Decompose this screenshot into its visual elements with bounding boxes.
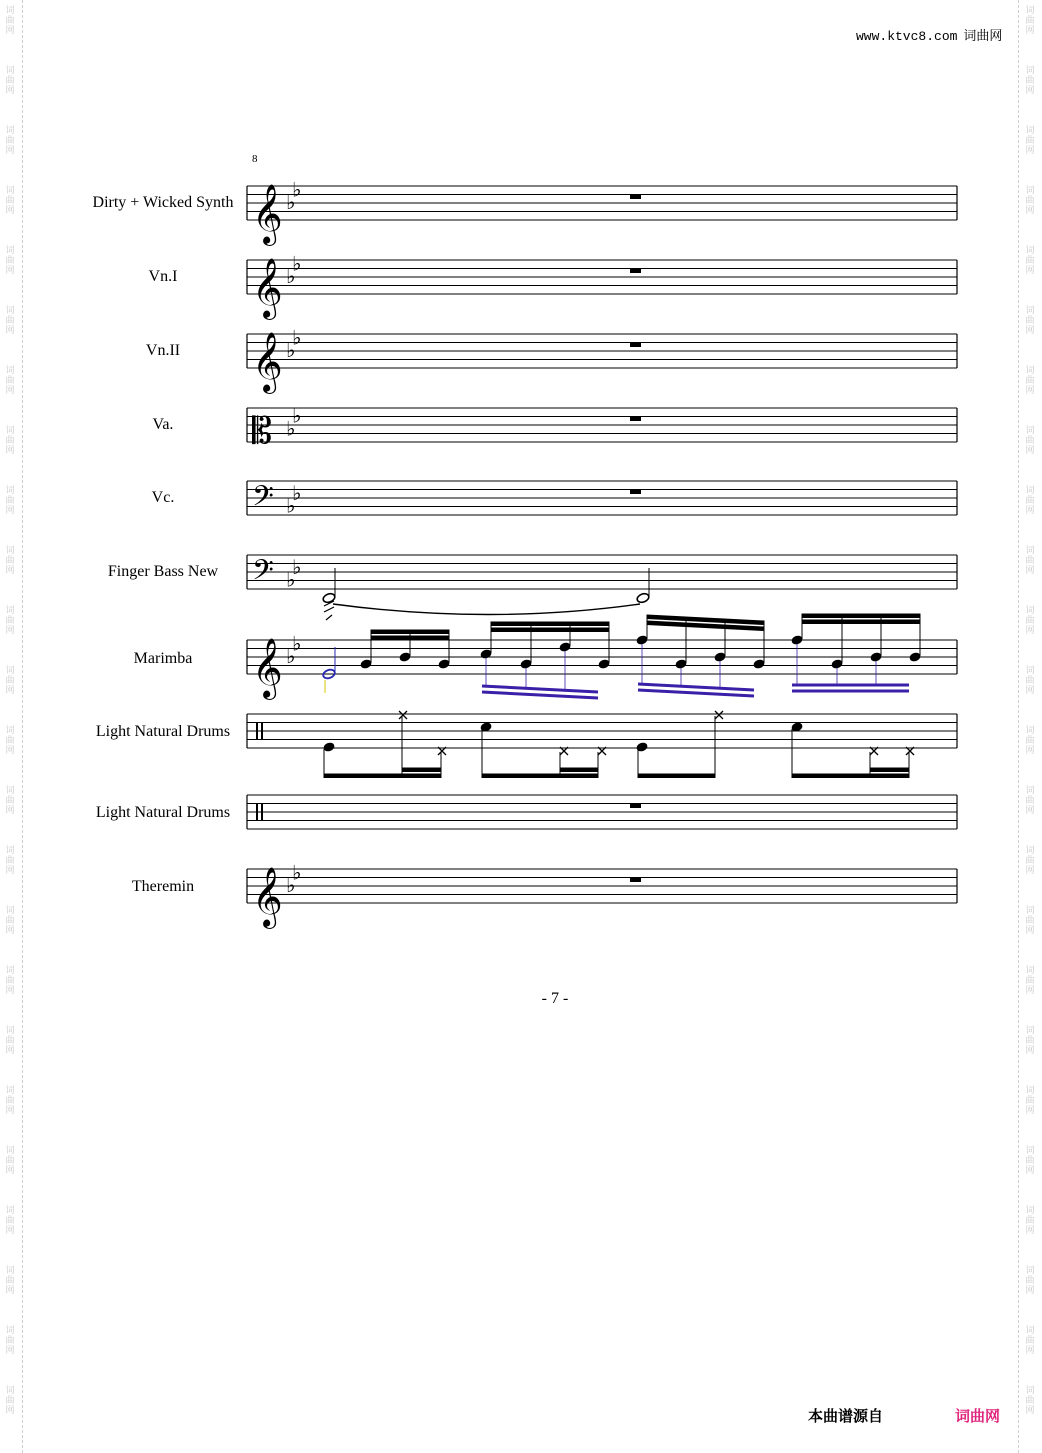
watermark-char: 词 — [1025, 186, 1035, 196]
flat-sign: ♭ — [286, 493, 296, 518]
watermark-char: 词 — [1025, 126, 1035, 136]
site-url[interactable]: www.ktvc8.com — [856, 29, 958, 44]
watermark-char: 词 — [5, 606, 15, 616]
footer-source-label: 本曲谱源自 — [808, 1407, 884, 1425]
watermark-char: 曲 — [1025, 496, 1035, 506]
watermark-char: 曲 — [1025, 1096, 1035, 1106]
watermark-char: 曲 — [5, 1396, 15, 1406]
flat-sign: ♭ — [292, 325, 302, 350]
watermark-char: 词 — [5, 426, 15, 436]
watermark-char: 词 — [1025, 546, 1035, 556]
treble-clef: 𝄞 — [252, 184, 283, 244]
watermark-char: 词 — [1025, 786, 1035, 796]
watermark-char: 词 — [1025, 1386, 1035, 1396]
watermark-char: 网 — [1025, 1046, 1035, 1056]
watermark-char: 网 — [5, 446, 15, 456]
measure-number: 8 — [252, 153, 258, 165]
watermark-char: 曲 — [5, 1096, 15, 1106]
watermark-char: 曲 — [1025, 976, 1035, 986]
watermark-char: 曲 — [5, 676, 15, 686]
flat-sign: ♭ — [292, 177, 302, 202]
watermark-char: 曲 — [1025, 16, 1035, 26]
percussion-clef — [256, 804, 258, 821]
watermark-char: 曲 — [1025, 1156, 1035, 1166]
watermark-char: 曲 — [1025, 1216, 1035, 1226]
watermark-char: 网 — [5, 1046, 15, 1056]
watermark-char: 词 — [1025, 666, 1035, 676]
whole-rest — [630, 195, 641, 200]
watermark-char: 网 — [5, 326, 15, 336]
instrument-label-viola: Va. — [152, 416, 174, 433]
watermark-char: 网 — [5, 866, 15, 876]
watermark-char: 网 — [1025, 866, 1035, 876]
watermark-char: 曲 — [5, 76, 15, 86]
watermark-char: 词 — [1025, 1266, 1035, 1276]
watermark-char: 网 — [1025, 1346, 1035, 1356]
watermark-char: 词 — [1025, 846, 1035, 856]
flat-sign: ♭ — [292, 631, 302, 656]
whole-rest — [630, 417, 641, 422]
watermark-char: 网 — [5, 86, 15, 96]
watermark-char: 词 — [5, 66, 15, 76]
finger-bass-notes — [322, 568, 650, 620]
watermark-char: 词 — [5, 126, 15, 136]
watermark-char: 网 — [5, 1106, 15, 1116]
percussion-clef — [261, 804, 263, 821]
marimba-notes — [322, 614, 921, 698]
bass-half-note — [636, 592, 650, 604]
watermark-char: 曲 — [5, 856, 15, 866]
watermark-char: 曲 — [5, 556, 15, 566]
watermark-char: 网 — [1025, 986, 1035, 996]
flat-sign: ♭ — [286, 264, 296, 288]
watermark-char: 词 — [1025, 66, 1035, 76]
watermark-char: 词 — [1025, 1086, 1035, 1096]
watermark-char: 词 — [5, 1086, 15, 1096]
watermark-char: 词 — [5, 486, 15, 496]
watermark-char: 网 — [5, 686, 15, 696]
watermark-char: 词 — [1025, 1206, 1035, 1216]
flat-sign: ♭ — [286, 190, 296, 214]
watermark-char: 曲 — [5, 1276, 15, 1286]
flat-sign: ♭ — [286, 416, 296, 441]
watermark-char: 曲 — [1025, 616, 1035, 626]
whole-rest — [630, 804, 641, 809]
watermark-char: 词 — [1025, 606, 1035, 616]
watermark-char: 曲 — [1025, 76, 1035, 86]
watermark-char: 网 — [5, 146, 15, 156]
drum-pattern — [323, 711, 914, 778]
whole-rest — [630, 269, 641, 274]
watermark-char: 曲 — [5, 1036, 15, 1046]
watermark-char: 词 — [5, 1386, 15, 1396]
watermark-char: 词 — [1025, 246, 1035, 256]
watermark-char: 网 — [5, 626, 15, 636]
watermark-char: 词 — [5, 1266, 15, 1276]
watermark-char: 网 — [5, 926, 15, 936]
watermark-char: 词 — [5, 726, 15, 736]
bass-tie — [333, 604, 640, 615]
watermark-char: 词 — [5, 786, 15, 796]
watermark-char: 网 — [1025, 26, 1035, 36]
instrument-label-theremin: Theremin — [131, 878, 195, 895]
watermark-char: 网 — [1025, 386, 1035, 396]
watermark-char: 网 — [1025, 1286, 1035, 1296]
watermark-char: 网 — [5, 806, 15, 816]
flat-sign: ♭ — [286, 873, 296, 897]
watermark-char: 曲 — [1025, 1336, 1035, 1346]
alto-clef: 𝄡 — [252, 411, 273, 452]
flat-sign: ♭ — [292, 480, 302, 505]
instrument-label-drums-2: Light Natural Drums — [95, 804, 231, 821]
watermark-char: 网 — [5, 1286, 15, 1296]
watermark-char: 曲 — [1025, 556, 1035, 566]
whole-rest — [630, 490, 641, 495]
watermark-char: 网 — [1025, 326, 1035, 336]
watermark-char: 词 — [1025, 726, 1035, 736]
watermark-char: 曲 — [1025, 856, 1035, 866]
treble-clef: 𝄞 — [252, 332, 283, 392]
watermark-char: 词 — [1025, 366, 1035, 376]
instrument-label-synth: Dirty + Wicked Synth — [92, 194, 234, 211]
watermark-char: 网 — [5, 266, 15, 276]
watermark-char: 词 — [5, 306, 15, 316]
percussion-clef — [256, 723, 258, 740]
watermark-char: 词 — [5, 1146, 15, 1156]
watermark-char: 词 — [5, 186, 15, 196]
treble-clef: 𝄞 — [252, 638, 283, 698]
watermark-char: 词 — [1025, 6, 1035, 16]
watermark-char: 曲 — [1025, 1036, 1035, 1046]
watermark-char: 曲 — [5, 1336, 15, 1346]
watermark-char: 网 — [5, 746, 15, 756]
watermark-char: 网 — [1025, 1406, 1035, 1416]
site-name[interactable]: 词曲网 — [963, 29, 1003, 44]
watermark-char: 曲 — [5, 16, 15, 26]
watermark-char: 曲 — [1025, 436, 1035, 446]
flat-sign: ♭ — [292, 554, 302, 579]
watermark-char: 曲 — [5, 496, 15, 506]
watermark-char: 曲 — [1025, 376, 1035, 386]
watermark-char: 网 — [1025, 566, 1035, 576]
instrument-label-drums-1: Light Natural Drums — [95, 723, 231, 740]
watermark-char: 网 — [5, 386, 15, 396]
instrument-label-marimba: Marimba — [133, 650, 193, 667]
whole-rest — [630, 343, 641, 348]
watermark-char: 曲 — [1025, 136, 1035, 146]
watermark-char: 词 — [5, 1326, 15, 1336]
page-number: - 7 - — [541, 990, 569, 1007]
watermark-char: 网 — [1025, 686, 1035, 696]
watermark-char: 词 — [5, 666, 15, 676]
watermark-char: 曲 — [5, 436, 15, 446]
watermark-char: 词 — [1025, 1026, 1035, 1036]
watermark-char: 网 — [1025, 806, 1035, 816]
watermark-char: 曲 — [5, 256, 15, 266]
watermark-char: 网 — [5, 1406, 15, 1416]
watermark-char: 曲 — [1025, 796, 1035, 806]
instrument-label-violin-1: Vn.I — [148, 268, 178, 285]
whole-rest — [630, 878, 641, 883]
staves — [247, 177, 957, 929]
watermark-char: 词 — [1025, 906, 1035, 916]
bass-clef: 𝄢 — [252, 554, 274, 594]
watermark-char: 词 — [5, 1026, 15, 1036]
instrument-label-finger-bass: Finger Bass New — [107, 563, 219, 580]
watermark-char: 曲 — [1025, 1396, 1035, 1406]
flat-sign: ♭ — [286, 644, 296, 668]
watermark-char: 网 — [1025, 446, 1035, 456]
watermark-char: 词 — [5, 6, 15, 16]
watermark-char: 曲 — [5, 1216, 15, 1226]
watermark-char: 曲 — [5, 796, 15, 806]
treble-clef: 𝄞 — [252, 867, 283, 927]
instrument-label-cello: Vc. — [151, 489, 175, 506]
watermark-char: 网 — [1025, 206, 1035, 216]
watermark-char: 网 — [5, 206, 15, 216]
watermark-char: 曲 — [5, 136, 15, 146]
watermark-char: 曲 — [5, 976, 15, 986]
watermark-char: 网 — [1025, 1166, 1035, 1176]
watermark-char: 词 — [1025, 966, 1035, 976]
bass-clef: 𝄢 — [252, 480, 274, 520]
flat-sign: ♭ — [292, 860, 302, 885]
watermark-char: 曲 — [5, 916, 15, 926]
watermark-char: 网 — [5, 1226, 15, 1236]
watermark-char: 网 — [1025, 1226, 1035, 1236]
watermark-char: 曲 — [5, 1156, 15, 1166]
watermark-char: 网 — [1025, 266, 1035, 276]
watermark-char: 曲 — [1025, 916, 1035, 926]
flat-sign: ♭ — [292, 403, 302, 428]
watermark-char: 词 — [1025, 306, 1035, 316]
watermark-char: 曲 — [1025, 736, 1035, 746]
watermark-char: 曲 — [5, 196, 15, 206]
flat-sign: ♭ — [286, 567, 296, 592]
watermark-char: 网 — [5, 26, 15, 36]
watermark-char: 词 — [1025, 1326, 1035, 1336]
watermark-char: 曲 — [1025, 196, 1035, 206]
watermark-char: 曲 — [1025, 316, 1035, 326]
watermark-char: 词 — [5, 966, 15, 976]
watermark-char: 词 — [1025, 426, 1035, 436]
flat-sign: ♭ — [286, 338, 296, 362]
watermark-char: 曲 — [1025, 256, 1035, 266]
watermark-char: 曲 — [5, 616, 15, 626]
watermark-char: 网 — [1025, 626, 1035, 636]
watermark-char: 网 — [1025, 146, 1035, 156]
watermark-char: 网 — [1025, 506, 1035, 516]
treble-clef: 𝄞 — [252, 258, 283, 318]
watermark-char: 网 — [5, 1346, 15, 1356]
watermark-char: 网 — [1025, 86, 1035, 96]
flat-sign: ♭ — [292, 251, 302, 276]
watermark-char: 词 — [5, 1206, 15, 1216]
footer-brand-link[interactable]: 词曲网 — [955, 1407, 1001, 1425]
watermark-char: 曲 — [1025, 1276, 1035, 1286]
watermark-char: 词 — [1025, 486, 1035, 496]
watermark-char: 曲 — [5, 736, 15, 746]
percussion-clef — [261, 723, 263, 740]
watermark-char: 曲 — [5, 376, 15, 386]
watermark-char: 网 — [1025, 926, 1035, 936]
bass-half-note — [322, 592, 336, 604]
watermark-char: 网 — [1025, 746, 1035, 756]
watermark-char: 网 — [5, 566, 15, 576]
watermark-char: 词 — [5, 546, 15, 556]
instrument-label-violin-2: Vn.II — [145, 342, 181, 359]
watermark-char: 网 — [5, 506, 15, 516]
watermark-char: 网 — [5, 986, 15, 996]
watermark-char: 网 — [1025, 1106, 1035, 1116]
watermark-char: 词 — [5, 846, 15, 856]
watermark-char: 词 — [1025, 1146, 1035, 1156]
watermark-char: 词 — [5, 906, 15, 916]
watermark-char: 曲 — [5, 316, 15, 326]
watermark-char: 曲 — [1025, 676, 1035, 686]
watermark-char: 词 — [5, 246, 15, 256]
watermark-char: 词 — [5, 366, 15, 376]
watermark-char: 网 — [5, 1166, 15, 1176]
